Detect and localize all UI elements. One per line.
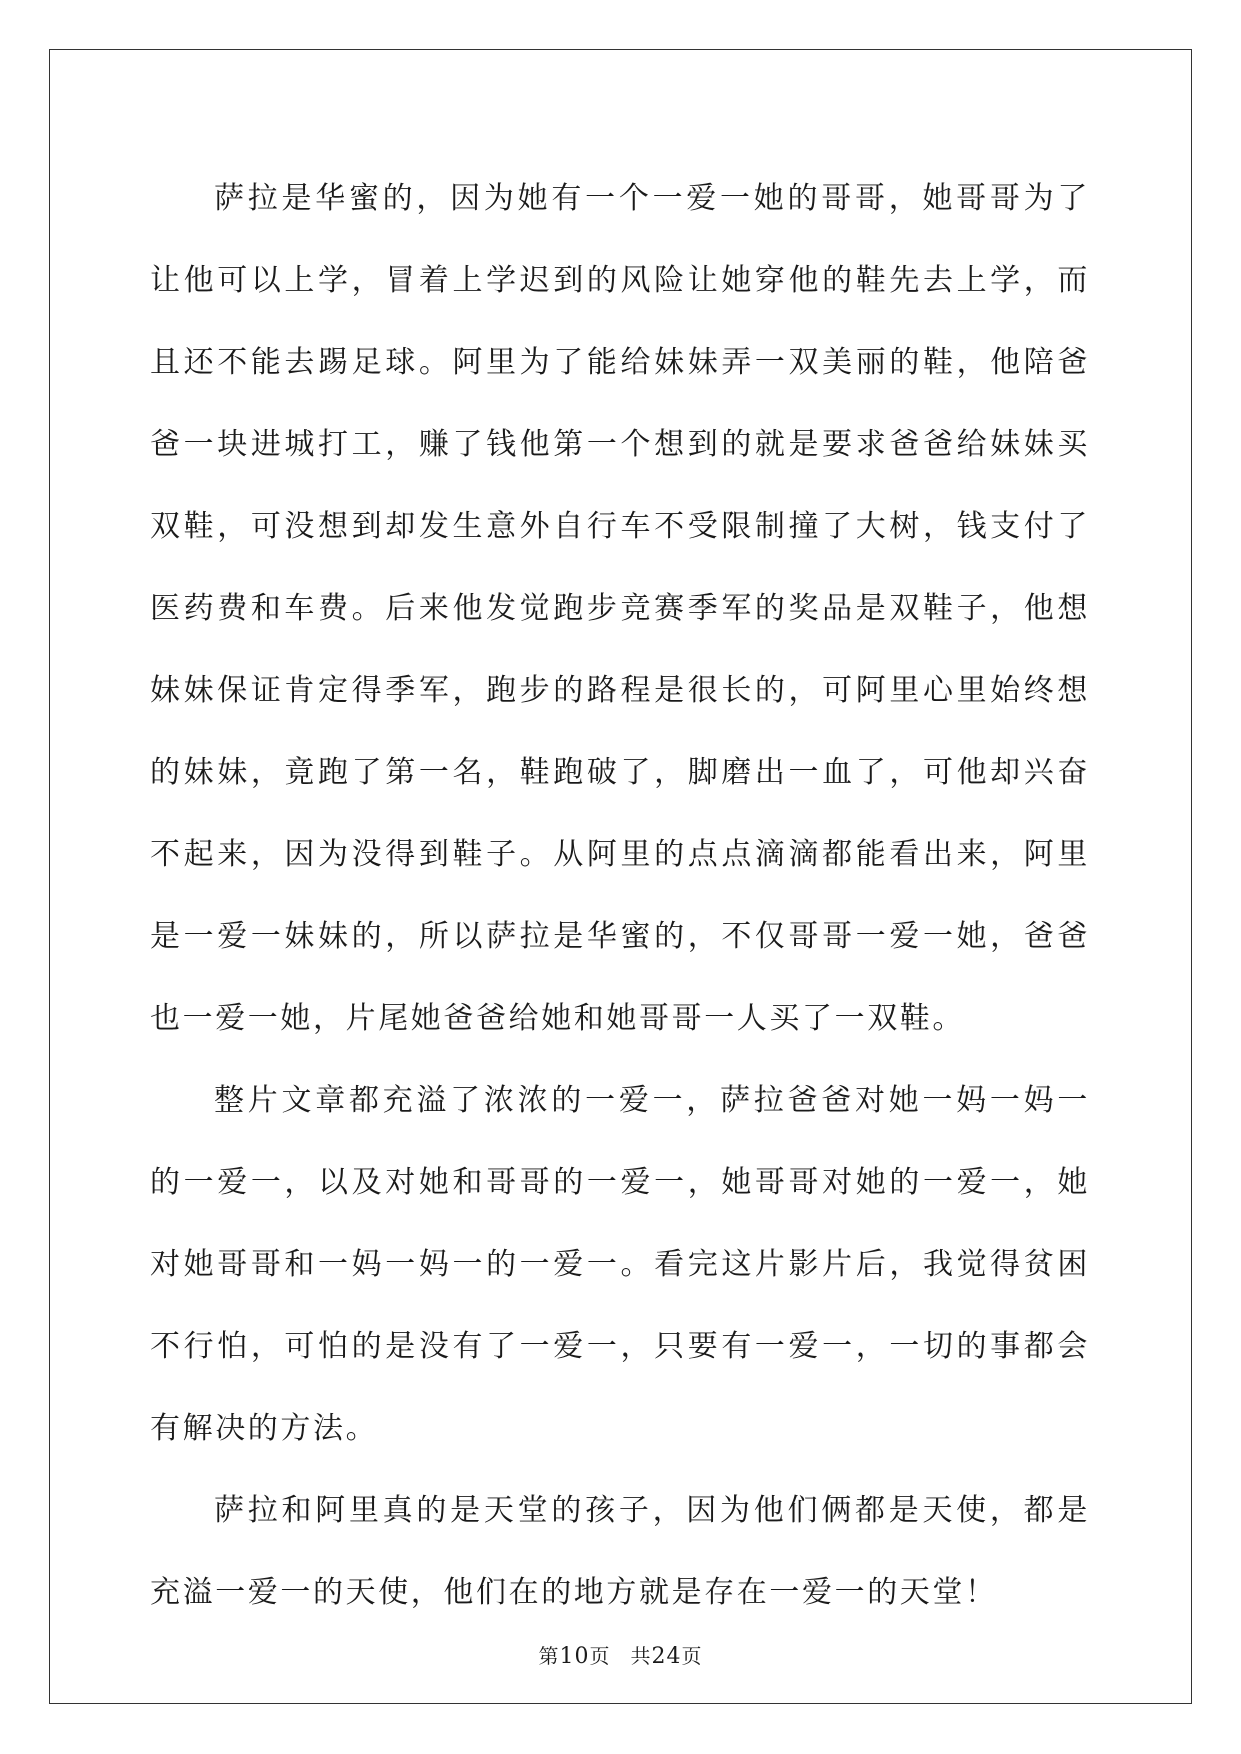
page-suffix: 页 bbox=[589, 1644, 611, 1668]
page-prefix: 第 bbox=[538, 1644, 560, 1668]
paragraph-3: 萨拉和阿里真的是天堂的孩子，因为他们俩都是天使，都是充溢一爱一的天使，他们在的地方就是存在一爱一的天堂！ bbox=[150, 1493, 1090, 1610]
total-prefix: 共 bbox=[630, 1644, 652, 1668]
paragraph-2: 整片文章都充溢了浓浓的一爱一，萨拉爸爸对她一妈一妈一的一爱一，以及对她和哥哥的一爱一，她哥哥对她的一爱一，她对她哥哥和一妈一妈一的一爱一。看完这片影片后，我觉得贫困不行怕，可怕的是没有了一爱一，只要有一爱一，一切的事都会有解决的方法。 bbox=[150, 1083, 1090, 1446]
page-footer bbox=[0, 1640, 1241, 1669]
total-suffix: 页 bbox=[681, 1644, 703, 1668]
current-page-number: 10 bbox=[559, 1644, 590, 1669]
paragraph-1: 萨拉是华蜜的，因为她有一个一爱一她的哥哥，她哥哥为了让他可以上学，冒着上学迟到的风险让她穿他的鞋先去上学，而且还不能去踢足球。阿里为了能给妹妹弄一双美丽的鞋，他陪爸爸一块进城打工，赚了钱他第一个想到的就是要求爸爸给妹妹买双鞋，可没想到却发生意外自行车不受限制撞了大树，钱支付了医药费和车费。后来他发觉跑步竞赛季军的奖品是双鞋子，他想妹妹保证肯定得季军，跑步的路程是很长的，可阿里心里始终想的妹妹，竟跑了第一名，鞋跑破了，脚磨出一血了，可他却兴奋不起来，因为没得到鞋子。从阿里的点点滴滴都能看出来，阿里是一爱一妹妹的，所以萨拉是华蜜的，不仅哥哥一爱一她，爸爸也一爱一她，片尾她爸爸给她和她哥哥一人买了一双鞋。 bbox=[150, 181, 1090, 1036]
document-body bbox=[150, 158, 1090, 1634]
total-pages-number: 24 bbox=[651, 1644, 682, 1669]
